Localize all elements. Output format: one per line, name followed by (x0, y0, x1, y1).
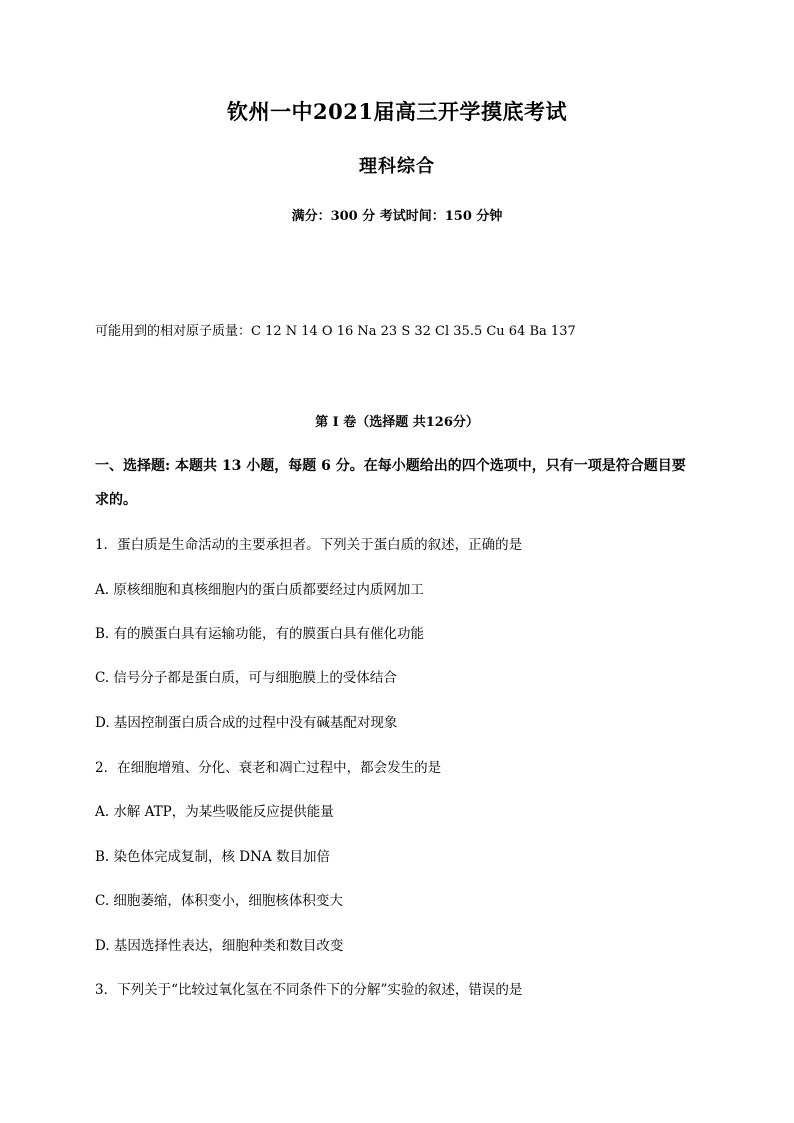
question-2-option-a: A. 水解 ATP，为某些吸能反应提供能量 (95, 804, 334, 820)
question-1-option-d: D. 基因控制蛋白质合成的过程中没有碱基配对现象 (95, 715, 398, 731)
question-2-option-c: C. 细胞萎缩，体积变小，细胞核体积变大 (95, 893, 343, 909)
atomic-masses: 可能用到的相对原子质量：C 12 N 14 O 16 Na 23 S 32 Cl 35.5 Cu 64 Ba 137 (95, 324, 576, 339)
question-2-option-d: D. 基因选择性表达，细胞种类和数目改变 (95, 938, 344, 954)
exam-meta: 满分：300 分 考试时间：150 分钟 (291, 209, 503, 224)
section-heading: 第 I 卷（选择题 共126分） (315, 415, 479, 430)
question-1-option-c: C. 信号分子都是蛋白质，可与细胞膜上的受体结合 (95, 670, 397, 686)
question-1-stem: 1．蛋白质是生命活动的主要承担者。下列关于蛋白质的叙述，正确的是 (95, 537, 523, 553)
exam-title: 钦州一中2021届高三开学摸底考试 (227, 99, 567, 124)
section-instruction-line1: 一、选择题: 本题共 13 小题，每题 6 分。在每小题给出的四个选项中，只有一项是符合题目要 (95, 458, 686, 474)
question-1-option-a: A. 原核细胞和真核细胞内的蛋白质都要经过内质网加工 (95, 582, 424, 598)
question-3-stem: 3．下列关于“比较过氧化氢在不同条件下的分解”实验的叙述，错误的是 (95, 982, 523, 998)
question-2-option-b: B. 染色体完成复制，核 DNA 数目加倍 (95, 849, 330, 865)
question-2-stem: 2．在细胞增殖、分化、衰老和凋亡过程中，都会发生的是 (95, 760, 442, 776)
exam-subject: 理科综合 (359, 156, 435, 177)
section-instruction-line2: 求的。 (95, 492, 137, 508)
question-1-option-b: B. 有的膜蛋白具有运输功能，有的膜蛋白具有催化功能 (95, 626, 425, 642)
